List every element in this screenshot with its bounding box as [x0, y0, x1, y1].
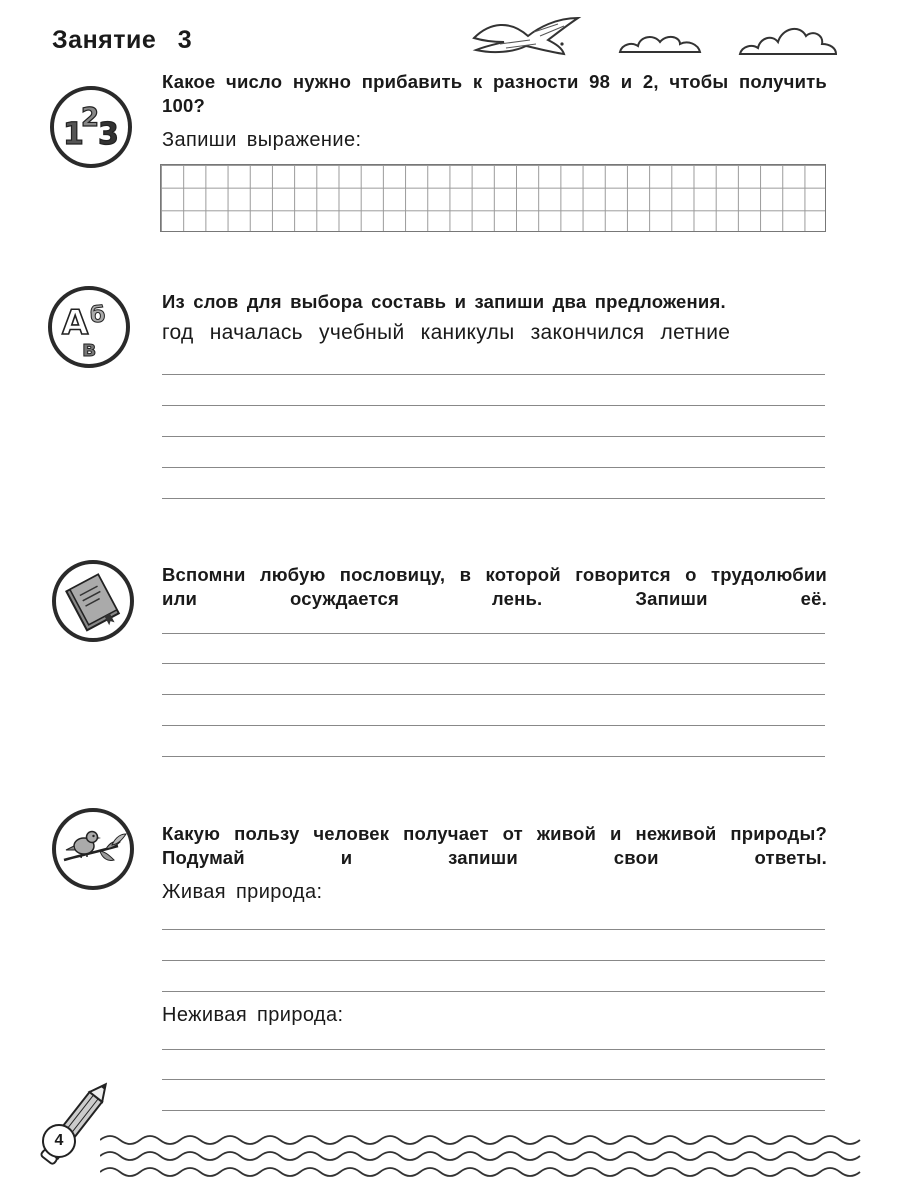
- svg-text:1: 1: [63, 117, 84, 152]
- answer-grid[interactable]: [160, 164, 826, 232]
- wave-decoration-icon: [100, 1130, 870, 1180]
- task-1-question: Какое число нужно прибавить к разности 98 и 2, чтобы получить 100?: [162, 71, 827, 116]
- writing-line[interactable]: [162, 374, 825, 375]
- task-reading-icon-frame: [52, 560, 134, 642]
- writing-line[interactable]: [162, 1110, 825, 1111]
- svg-text:б: б: [90, 303, 106, 328]
- book-icon: [56, 564, 130, 638]
- bird-on-branch-icon: [56, 812, 130, 886]
- cloud-decoration-icon: [618, 30, 702, 56]
- writing-line[interactable]: [162, 1079, 825, 1080]
- writing-line[interactable]: [162, 929, 825, 930]
- writing-line[interactable]: [162, 694, 825, 695]
- task-4-question: Какую пользу человек получает от живой и неживой природы? Подумай и запиши свои ответы.: [162, 823, 827, 868]
- page-number: 4: [42, 1124, 76, 1158]
- writing-line[interactable]: [162, 436, 825, 437]
- writing-line[interactable]: [162, 633, 825, 634]
- task-1-label: Запиши выражение:: [162, 129, 362, 151]
- writing-line[interactable]: [162, 725, 825, 726]
- task-math-icon-frame: [50, 86, 132, 168]
- cloud-decoration-icon: [738, 22, 838, 58]
- bird-decoration-icon: [470, 14, 585, 60]
- writing-line[interactable]: [162, 1049, 825, 1050]
- task-nature-icon-frame: [52, 808, 134, 890]
- living-nature-label: Живая природа:: [162, 881, 323, 903]
- svg-text:в: в: [82, 337, 96, 362]
- page-title: Занятие 3: [52, 26, 193, 54]
- numbers-123-icon: [54, 90, 128, 164]
- task-2-question: Из слов для выбора составь и запиши два предложения.: [162, 291, 726, 312]
- svg-text:2: 2: [81, 103, 100, 133]
- writing-line[interactable]: [162, 498, 825, 499]
- nonliving-nature-label: Неживая природа:: [162, 1004, 344, 1026]
- letters-abv-icon: [52, 290, 126, 364]
- writing-line[interactable]: [162, 756, 825, 757]
- svg-text:3: 3: [98, 117, 119, 152]
- writing-line[interactable]: [162, 991, 825, 992]
- svg-text:А: А: [62, 303, 89, 343]
- task-3-question: Вспомни любую пословицу, в которой говорится о трудолюбии или осуждается лень. Запиши её.: [162, 564, 827, 609]
- task-language-icon-frame: [48, 286, 130, 368]
- word-bank: год началась учебный каникулы закончился летние: [162, 321, 731, 344]
- writing-line[interactable]: [162, 960, 825, 961]
- writing-line[interactable]: [162, 663, 825, 664]
- writing-line[interactable]: [162, 405, 825, 406]
- writing-line[interactable]: [162, 467, 825, 468]
